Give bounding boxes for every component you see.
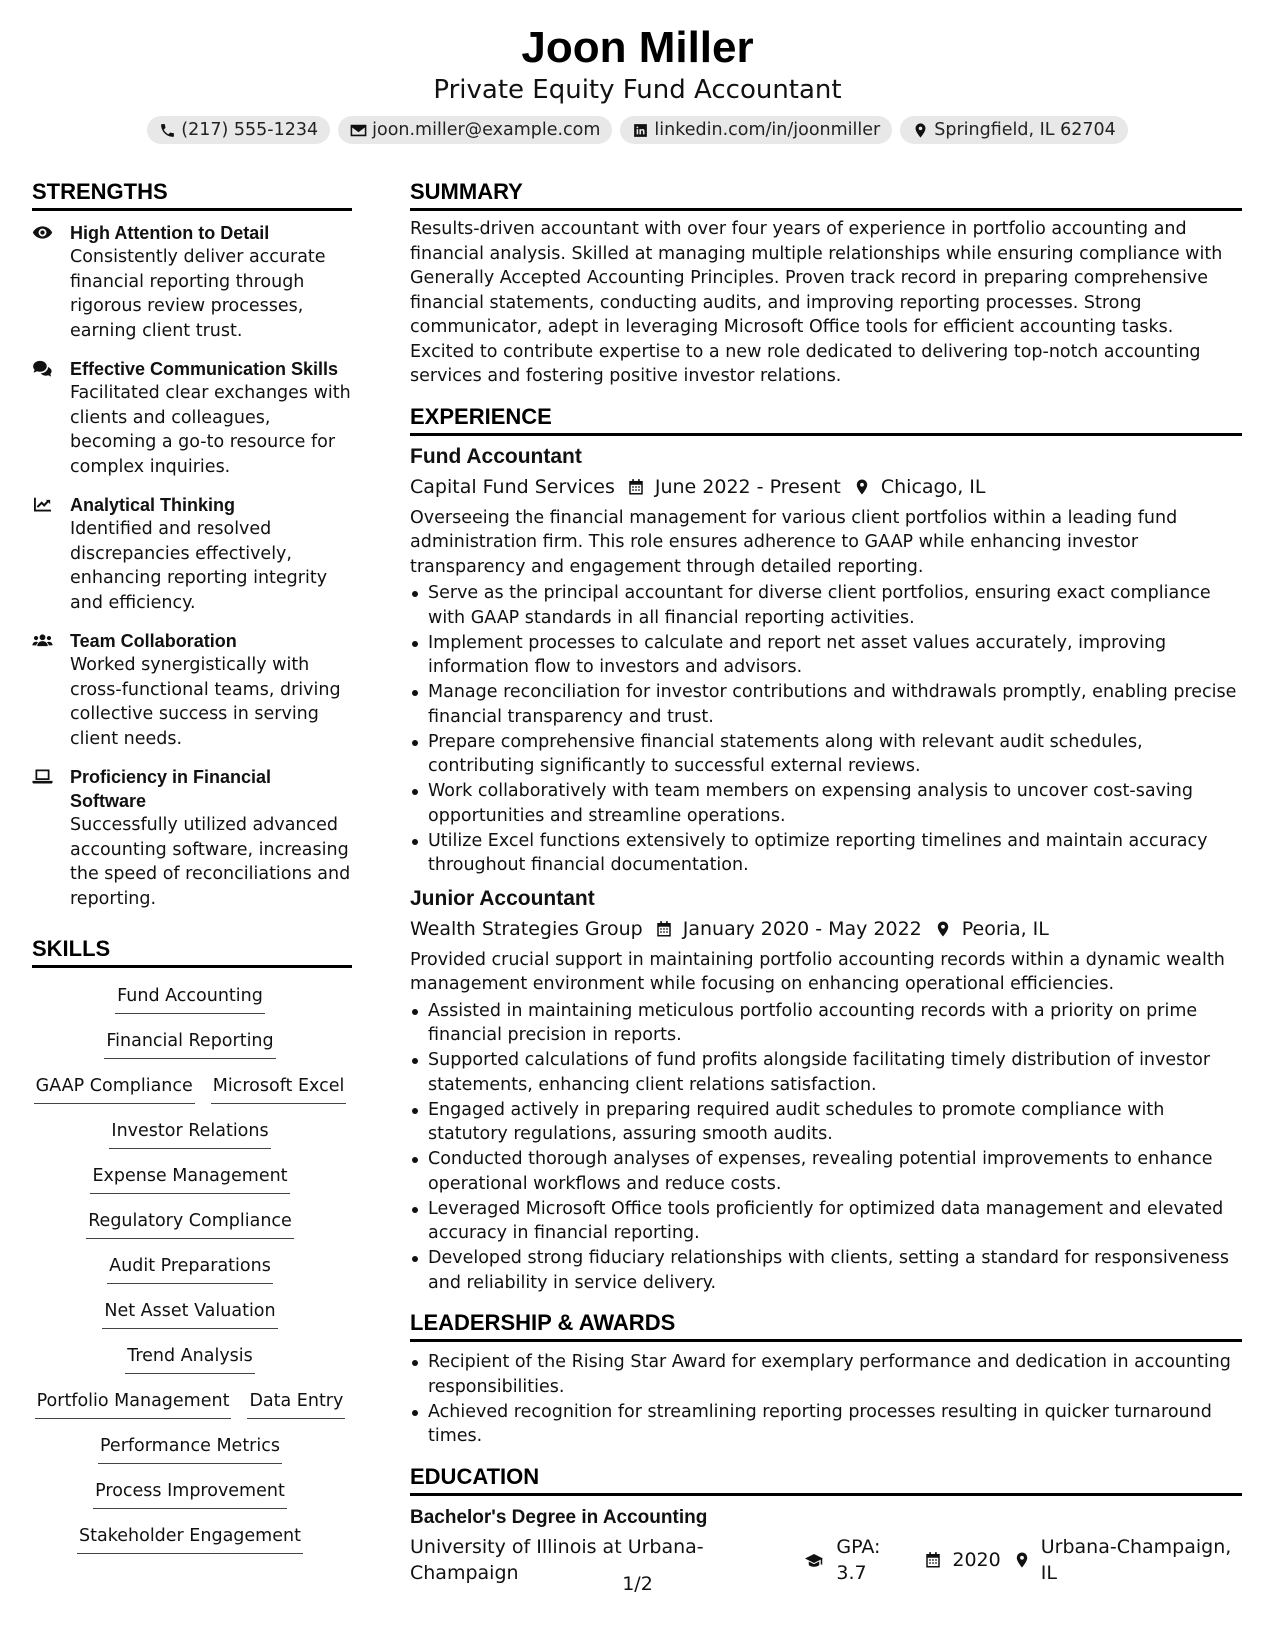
envelope-icon xyxy=(350,122,367,139)
summary-text: Results-driven accountant with over four years of experience in portfolio accounting and financial analysis. Skilled at managing multiple relationships while ensuring compliance with Generally Accepted Accounting Principles. Proven track record in preparing comprehensive financial statements, conducting audits, and improving reporting processes. Strong communicator, adept in leveraging Microsoft Office tools for efficient accounting tasks. Excited to contribute expertise to a new role dedicated to delivering top-notch accounting services and fostering positive investor relations. xyxy=(410,219,1223,386)
users-icon xyxy=(32,632,53,649)
job-location: Chicago, IL xyxy=(880,475,986,498)
bullet-item: Serve as the principal accountant for diverse client portfolios, ensuring exact compliance with GAAP standards in all financial reporting activities. xyxy=(410,581,1242,630)
strength-item xyxy=(32,493,352,615)
skill-tag: Performance Metrics xyxy=(98,1434,282,1464)
skill-tag: Audit Preparations xyxy=(107,1254,273,1284)
map-pin-icon xyxy=(853,478,871,496)
strength-desc: Facilitated clear exchanges with clients and colleagues, becoming a go-to resource for complex inquiries. xyxy=(70,383,351,477)
school-location: Urbana-Champaign, IL xyxy=(1040,1535,1232,1584)
job-dates: January 2020 - May 2022 xyxy=(682,917,922,940)
graduation-cap-icon xyxy=(802,1551,826,1569)
job-bullets xyxy=(410,581,1242,878)
company-name: Capital Fund Services xyxy=(410,475,615,498)
job-meta xyxy=(410,916,1242,942)
strength-item xyxy=(32,221,352,343)
strength-name: Proficiency in Financial Software xyxy=(70,767,272,811)
summary-section xyxy=(410,178,1242,389)
laptop-icon xyxy=(32,768,53,785)
bullet-item: Leveraged Microsoft Office tools proficiently for optimized data management and elevated accuracy in financial reporting. xyxy=(410,1197,1242,1246)
email-chip[interactable] xyxy=(338,116,612,144)
bullet-item: Manage reconciliation for investor contributions and withdrawals promptly, enabling precise financial transparency and trust. xyxy=(410,680,1242,729)
job-entry xyxy=(410,886,1242,1296)
left-column xyxy=(32,178,352,1563)
location-text: Springfield, IL 62704 xyxy=(934,120,1116,140)
resume-header xyxy=(0,22,1275,144)
bullet-item: Recipient of the Rising Star Award for exemplary performance and dedication in accounting responsibilities. xyxy=(410,1350,1242,1399)
comments-icon xyxy=(32,360,53,377)
page-number: 1/2 xyxy=(622,1573,653,1595)
linkedin-chip[interactable] xyxy=(620,116,892,144)
bullet-item: Implement processes to calculate and report net asset values accurately, improving information flow to investors and advisors. xyxy=(410,631,1242,680)
skill-tag: Regulatory Compliance xyxy=(86,1209,294,1239)
skill-tag: Portfolio Management xyxy=(35,1389,232,1419)
eye-icon xyxy=(32,224,53,241)
calendar-icon xyxy=(924,1551,942,1569)
map-pin-icon xyxy=(934,920,952,938)
company-name: Wealth Strategies Group xyxy=(410,917,643,940)
job-entry xyxy=(410,444,1242,878)
job-meta xyxy=(410,474,1242,500)
bullet-item: Achieved recognition for streamlining reporting processes resulting in quicker turnaround times. xyxy=(410,1400,1242,1449)
skills-heading: SKILLS xyxy=(32,935,352,968)
bullet-item: Conducted thorough analyses of expenses, revealing potential improvements to enhance operational workflows and reduce costs. xyxy=(410,1147,1242,1196)
bullet-item: Prepare comprehensive financial statements along with relevant audit schedules, contributing significantly to successful external reviews. xyxy=(410,730,1242,779)
leadership-bullets xyxy=(410,1350,1242,1449)
job-dates: June 2022 - Present xyxy=(654,475,841,498)
strength-item xyxy=(32,765,352,911)
strength-item xyxy=(32,357,352,479)
calendar-icon xyxy=(655,920,673,938)
education-section xyxy=(410,1463,1242,1586)
skill-tag: Investor Relations xyxy=(109,1119,270,1149)
skill-tag: Trend Analysis xyxy=(125,1344,255,1374)
skill-tag: Fund Accounting xyxy=(115,984,265,1014)
linkedin-icon xyxy=(632,122,649,139)
map-pin-icon xyxy=(1013,1551,1031,1569)
job-description: Provided crucial support in maintaining portfolio accounting records within a dynamic wealth management environment while focusing on enhancing operational efficiencies. xyxy=(410,949,1225,994)
bullet-item: Developed strong fiduciary relationships with clients, setting a standard for responsiveness and reliability in service delivery. xyxy=(410,1246,1242,1295)
bullet-item: Utilize Excel functions extensively to optimize reporting timelines and maintain accuracy throughout financial documentation. xyxy=(410,829,1242,878)
right-column xyxy=(410,178,1242,1586)
experience-section xyxy=(410,403,1242,1296)
experience-heading: EXPERIENCE xyxy=(410,403,1242,436)
skill-tag: Stakeholder Engagement xyxy=(77,1524,303,1554)
map-pin-icon xyxy=(912,122,929,139)
summary-heading: SUMMARY xyxy=(410,178,1242,211)
phone-text: (217) 555-1234 xyxy=(181,120,319,140)
leadership-heading: LEADERSHIP & AWARDS xyxy=(410,1309,1242,1342)
bullet-item: Supported calculations of fund profits alongside facilitating timely distribution of investor statements, enhancing client relations satisfaction. xyxy=(410,1048,1242,1097)
strength-desc: Worked synergistically with cross-functional teams, driving collective success in serving client needs. xyxy=(70,655,341,749)
education-heading: EDUCATION xyxy=(410,1463,1242,1496)
skill-tag: Expense Management xyxy=(90,1164,289,1194)
strength-name: Team Collaboration xyxy=(70,631,237,651)
bullet-item: Engaged actively in preparing required audit schedules to promote compliance with statutory regulations, assuring smooth audits. xyxy=(410,1098,1242,1147)
strength-name: High Attention to Detail xyxy=(70,223,270,243)
skill-tag: Microsoft Excel xyxy=(211,1074,347,1104)
skill-tag: Net Asset Valuation xyxy=(102,1299,277,1329)
strength-name: Analytical Thinking xyxy=(70,495,236,515)
location-chip xyxy=(900,116,1128,144)
skill-tag: Process Improvement xyxy=(93,1479,287,1509)
skill-tag: GAAP Compliance xyxy=(34,1074,195,1104)
strengths-list xyxy=(32,221,352,911)
job-bullets xyxy=(410,999,1242,1296)
skill-tag: Financial Reporting xyxy=(104,1029,275,1059)
school-name: University of Illinois at Urbana-Champaign xyxy=(410,1535,704,1584)
calendar-icon xyxy=(627,478,645,496)
email-text: joon.miller@example.com xyxy=(372,120,601,140)
degree-name: Bachelor's Degree in Accounting xyxy=(410,1506,708,1528)
phone-icon xyxy=(159,122,176,139)
graduation-year: 2020 xyxy=(952,1548,1001,1571)
strength-desc: Consistently deliver accurate financial reporting through rigorous review processes, earning client trust. xyxy=(70,247,326,341)
strength-desc: Identified and resolved discrepancies effectively, enhancing reporting integrity and efficiency. xyxy=(70,519,328,613)
bullet-item: Work collaboratively with team members on expensing analysis to uncover cost-saving opportunities and streamline operations. xyxy=(410,779,1242,828)
job-location: Peoria, IL xyxy=(961,917,1049,940)
leadership-section xyxy=(410,1309,1242,1449)
job-description: Overseeing the financial management for various client portfolios within a leading fund administration firm. This role ensures adherence to GAAP while enhancing investor transparency and engagement through detailed reporting. xyxy=(410,507,1178,577)
strength-item xyxy=(32,629,352,751)
job-title: Junior Accountant xyxy=(410,886,595,910)
candidate-name: Joon Miller xyxy=(521,23,754,72)
skills-list xyxy=(32,978,352,1563)
strength-name: Effective Communication Skills xyxy=(70,359,339,379)
gpa-text: GPA: 3.7 xyxy=(836,1535,881,1584)
job-title: Fund Accountant xyxy=(410,444,582,468)
contact-bar xyxy=(0,116,1275,144)
skill-tag: Data Entry xyxy=(247,1389,345,1419)
strengths-heading: STRENGTHS xyxy=(32,178,352,211)
bullet-item: Assisted in maintaining meticulous portfolio accounting records with a priority on prime financial precision in reports. xyxy=(410,999,1242,1048)
phone-chip[interactable] xyxy=(147,116,330,144)
strength-desc: Successfully utilized advanced accounting software, increasing the speed of reconciliations and reporting. xyxy=(70,815,351,909)
linkedin-text: linkedin.com/in/joonmiller xyxy=(654,120,881,140)
chart-line-icon xyxy=(32,496,53,513)
candidate-title: Private Equity Fund Accountant xyxy=(433,75,842,105)
